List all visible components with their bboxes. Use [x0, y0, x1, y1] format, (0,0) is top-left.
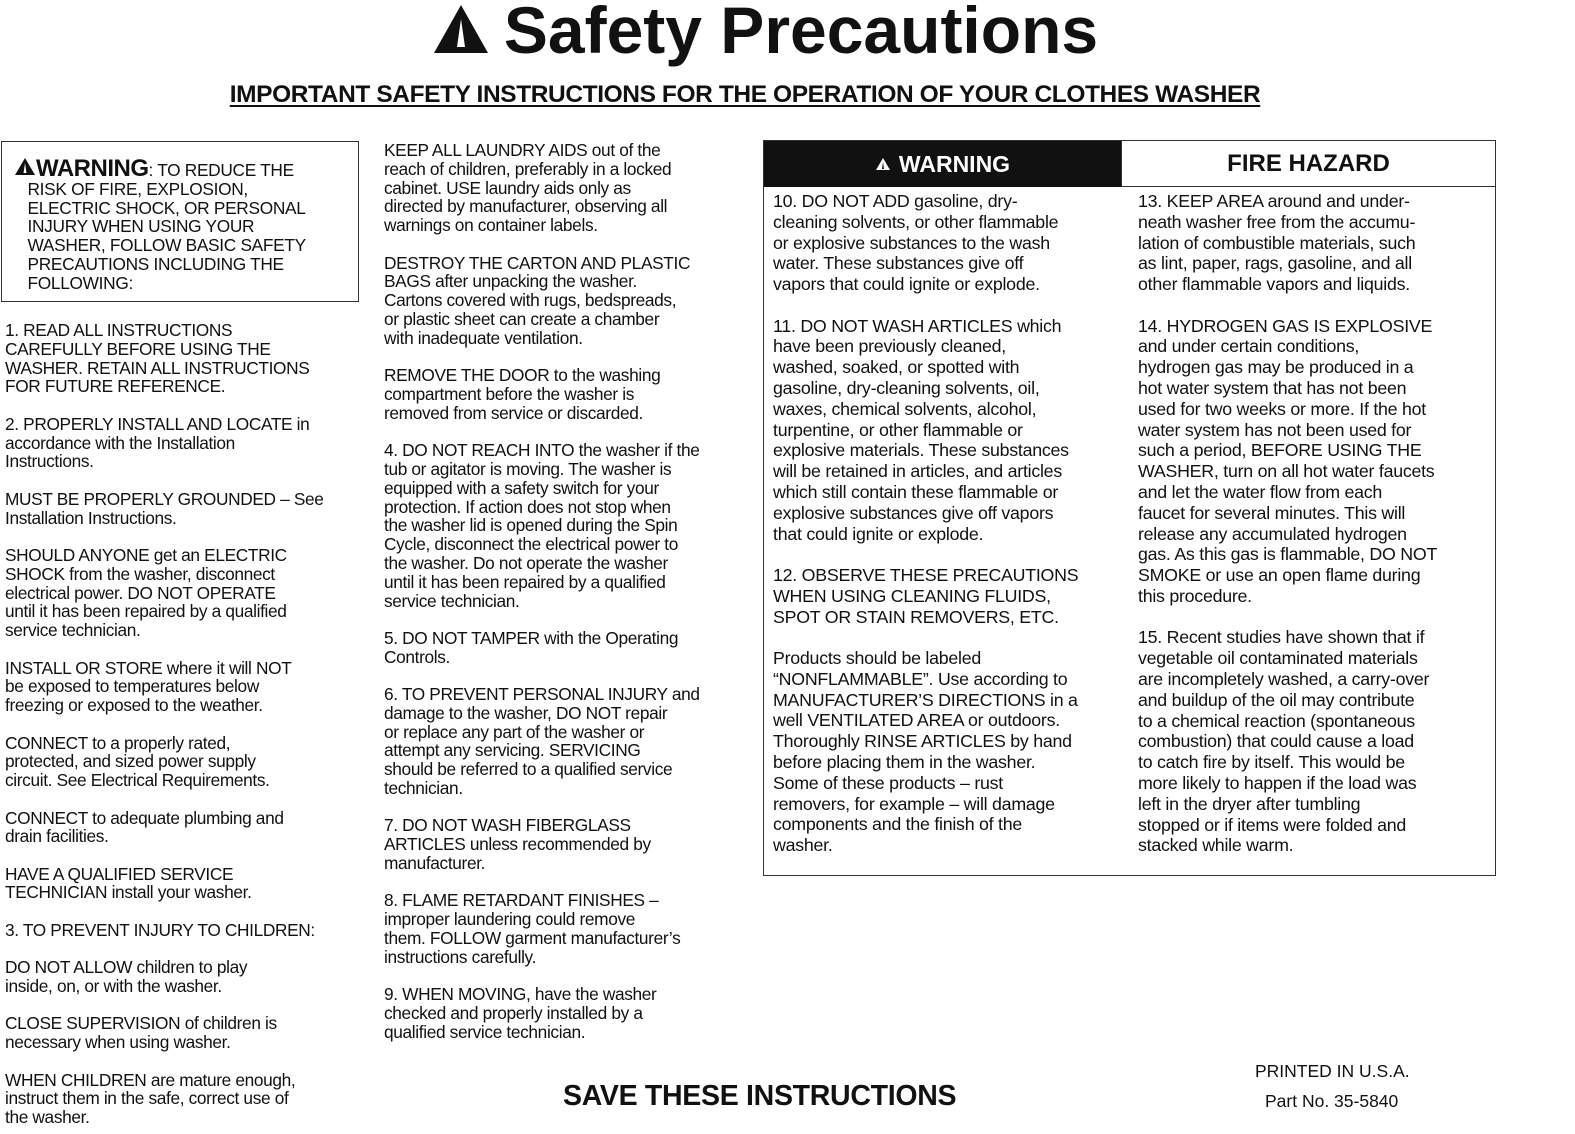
instruction: 12. OBSERVE THESE PRECAUTIONS WHEN USING CLEANING FLUIDS, SPOT OR STAIN REMOVERS, ETC. — [773, 564, 1079, 627]
instruction: DO NOT ALLOW children to play inside, on, or with the washer. — [5, 957, 248, 997]
instruction: 15. Recent studies have shown that if vegetable oil contaminated materials are incompletely washed, a carry-over and buildup of the oil may contribute to a chemical reaction (spontaneous combustion) that could cause a load to catch fire by itself. This would be more likely to happen if the load was left in the dryer after tumbling stopped or if items were folded and stacked while warm. — [1138, 627, 1430, 856]
instruction: CONNECT to adequate plumbing and drain facilities. — [5, 807, 284, 847]
part-number: Part No. 35-5840 — [1265, 1091, 1399, 1111]
save-instructions-heading: SAVE THESE INSTRUCTIONS — [563, 1080, 957, 1112]
printed-in-label: PRINTED IN U.S.A. — [1255, 1061, 1410, 1081]
instruction: INSTALL OR STORE where it will NOT be exposed to temperatures below freezing or exposed to the weather. — [5, 657, 292, 716]
page-subtitle: IMPORTANT SAFETY INSTRUCTIONS FOR THE OPERATION OF YOUR CLOTHES WASHER — [229, 81, 1261, 108]
instruction: 7. DO NOT WASH FIBERGLASS ARTICLES unless recommended by manufacturer. — [384, 815, 651, 874]
page-title — [0, 0, 1530, 68]
instruction: MUST BE PROPERLY GROUNDED – See Installation Instructions. — [5, 488, 324, 528]
instruction: KEEP ALL LAUNDRY AIDS out of the reach of children, preferably in a locked cabinet. USE laundry aids only as directed by manufacturer, observing all warnings on container labels. — [384, 140, 672, 236]
instruction: CONNECT to a properly rated, protected, and sized power supply circuit. See Electrical Requirements. — [5, 732, 270, 791]
warning-text — [14, 157, 306, 293]
instruction: 9. WHEN MOVING, have the washer checked and properly installed by a qualified service technician. — [384, 984, 657, 1042]
title-text: Safety Precautions — [503, 0, 1099, 67]
fire-hazard-header: FIRE HAZARD — [1121, 141, 1495, 187]
instruction: 4. DO NOT REACH INTO the washer if the tub or agitator is moving. The washer is equipped with a safety switch for your protection. If action does not stop when the washer lid is opened during the Spin Cycle, disconnect the electrical power to the washer. Do not operate the washer until it has been repaired by a qualified service technician. — [384, 440, 700, 611]
warning-fire-hazard-table — [763, 140, 1496, 876]
column-1 — [5, 321, 365, 1134]
warning-triangle-icon — [432, 3, 490, 55]
table-column-warning — [773, 191, 1078, 876]
instruction: HAVE A QUALIFIED SERVICE TECHNICIAN install your washer. — [5, 863, 252, 903]
instruction: 5. DO NOT TAMPER with the Operating Controls. — [384, 627, 679, 667]
table-column-fire-hazard — [1138, 191, 1437, 877]
instruction: SHOULD ANYONE get an ELECTRIC SHOCK from the washer, disconnect electrical power. DO NOT OPERATE until it has been repaired by a qualified service technician. — [5, 544, 287, 641]
instruction: 10. DO NOT ADD gasoline, dry- cleaning solvents, or other flammable or explosive substances to the wash water. These substances give off vapors that could ignite or explode. — [773, 191, 1059, 295]
instruction: 13. KEEP AREA around and under- neath washer free from the accumu- lation of combustible materials, such as lint, paper, rags, gasoline, and all other flammable vapors and liquids. — [1138, 191, 1416, 295]
instruction: Products should be labeled “NONFLAMMABLE”. Use according to MANUFACTURER’S DIRECTIONS in a well VENTILATED AREA or outdoors. Thoroughly RINSE ARTICLES by hand before placing them in the washer. Some of these products – rust removers, for example – will damage components and the finish of the washer. — [773, 647, 1078, 856]
instruction: 1. READ ALL INSTRUCTIONS CAREFULLY BEFORE USING THE WASHER. RETAIN ALL INSTRUCTIONS FOR FUTURE REFERENCE. — [5, 320, 310, 397]
instruction: 6. TO PREVENT PERSONAL INJURY and damage to the washer, DO NOT repair or replace any part of the washer or attempt any servicing. SERVICING should be referred to a qualified service technician. — [384, 684, 700, 799]
column-2 — [384, 141, 754, 1060]
warning-label: WARNING — [36, 155, 149, 182]
warning-header — [764, 141, 1121, 187]
warning-body: : TO REDUCE THE RISK OF FIRE, EXPLOSION, ELECTRIC SHOCK, OR PERSONAL INJURY WHEN USING YOUR WASHER, FOLLOW BASIC SAFETY PRECAUTIONS INCLUDING THE FOLLOWING: — [27, 160, 306, 293]
instruction: REMOVE THE DOOR to the washing compartment before the washer is removed from service or discarded. — [384, 365, 661, 423]
warning-box — [1, 141, 359, 302]
warning-triangle-icon — [14, 157, 36, 176]
instruction: CLOSE SUPERVISION of children is necessary when using washer. — [5, 1013, 277, 1053]
warning-header-text: WARNING — [898, 150, 1011, 177]
instruction: 14. HYDROGEN GAS IS EXPLOSIVE and under certain conditions, hydrogen gas may be produced in a hot water system that has not been used for two weeks or more. If the hot water system has not been used for such a period, BEFORE USING THE WASHER, turn on all hot water faucets and let the water flow from each faucet for several minutes. This will release any accumulated hydrogen gas. As this gas is flammable, DO NOT SMOKE or use an open flame during this procedure. — [1138, 315, 1438, 606]
instruction: WHEN CHILDREN are mature enough, instruct them in the safe, correct use of the washer. — [5, 1069, 296, 1128]
instruction: 2. PROPERLY INSTALL AND LOCATE in accordance with the Installation Instructions. — [5, 413, 310, 472]
instruction: 3. TO PREVENT INJURY TO CHILDREN: — [5, 919, 315, 940]
instruction: 8. FLAME RETARDANT FINISHES – improper laundering could remove them. FOLLOW garment manufacturer’s instructions carefully. — [384, 890, 681, 967]
warning-triangle-icon — [875, 157, 891, 171]
instruction: 11. DO NOT WASH ARTICLES which have been previously cleaned, washed, soaked, or spotted with gasoline, dry-cleaning solvents, oil, waxes, chemical solvents, alcohol, turpentine, or other flammable or explosive materials. These substances will be retained in articles, and articles which still contain these flammable or explosive substances give off vapors that could ignite or explode. — [773, 315, 1069, 544]
instruction: DESTROY THE CARTON AND PLASTIC BAGS after unpacking the washer. Cartons covered with rugs, bedspreads, or plastic sheet can create a chamber with inadequate ventilation. — [384, 252, 691, 348]
